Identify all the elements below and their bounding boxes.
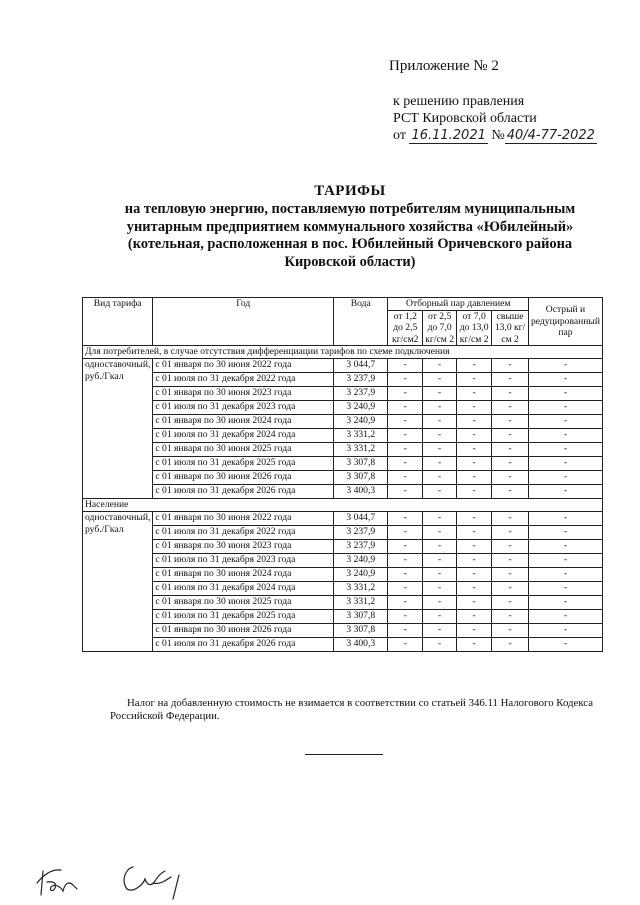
decision-line-1: к решению правления xyxy=(393,94,525,109)
header-pressure-3: от 7,0 до 13,0 кг/см 2 xyxy=(457,310,492,346)
decision-reference xyxy=(393,93,597,144)
steam-value-cell: - xyxy=(528,610,602,624)
table-row xyxy=(83,568,603,582)
steam-value-cell: - xyxy=(457,582,492,596)
period-cell: с 01 января по 30 июня 2025 года xyxy=(153,596,334,610)
vat-note-text: Налог на добавленную стоимость не взимается в соответствии со статьей 346.11 Налогового Кодекса Российской Федерации. xyxy=(110,697,594,722)
steam-value-cell: - xyxy=(528,443,602,457)
steam-value-cell: - xyxy=(492,443,529,457)
steam-value-cell: - xyxy=(423,443,457,457)
header-pressure-1: от 1,2 до 2,5 кг/см2 xyxy=(388,310,423,346)
period-cell: с 01 июля по 31 декабря 2022 года xyxy=(153,373,334,387)
steam-value-cell: - xyxy=(388,457,423,471)
water-value-cell: 3 240,9 xyxy=(334,554,388,568)
title-line-3: (котельная, расположенная в пос. Юбилейный Оричевского района xyxy=(127,236,573,253)
header-water: Вода xyxy=(334,298,388,346)
table-row xyxy=(83,415,603,429)
steam-value-cell: - xyxy=(528,582,602,596)
steam-value-cell: - xyxy=(457,359,492,373)
water-value-cell: 3 331,2 xyxy=(334,582,388,596)
steam-value-cell: - xyxy=(388,429,423,443)
steam-value-cell: - xyxy=(528,471,602,485)
period-cell: с 01 января по 30 июня 2026 года xyxy=(153,471,334,485)
steam-value-cell: - xyxy=(457,485,492,499)
steam-value-cell: - xyxy=(388,540,423,554)
steam-value-cell: - xyxy=(423,554,457,568)
period-cell: с 01 января по 30 июня 2026 года xyxy=(153,624,334,638)
decision-number: 40/4-77-2022 xyxy=(506,128,595,143)
section-header xyxy=(83,346,603,359)
water-value-cell: 3 307,8 xyxy=(334,471,388,485)
steam-value-cell: - xyxy=(528,485,602,499)
steam-value-cell: - xyxy=(457,429,492,443)
steam-value-cell: - xyxy=(528,554,602,568)
period-cell: с 01 января по 30 июня 2024 года xyxy=(153,415,334,429)
steam-value-cell: - xyxy=(492,582,529,596)
water-value-cell: 3 400,3 xyxy=(334,485,388,499)
steam-value-cell: - xyxy=(388,638,423,652)
table-row xyxy=(83,457,603,471)
steam-value-cell: - xyxy=(423,582,457,596)
steam-value-cell: - xyxy=(457,624,492,638)
water-value-cell: 3 331,2 xyxy=(334,596,388,610)
steam-value-cell: - xyxy=(423,457,457,471)
steam-value-cell: - xyxy=(388,568,423,582)
steam-value-cell: - xyxy=(423,526,457,540)
steam-value-cell: - xyxy=(457,471,492,485)
steam-value-cell: - xyxy=(423,624,457,638)
table-row xyxy=(83,373,603,387)
steam-value-cell: - xyxy=(457,401,492,415)
handwritten-signature xyxy=(33,855,203,900)
tariff-type-cell: одноставочный, руб./Гкал xyxy=(83,359,153,499)
decision-date: 16.11.2021 xyxy=(411,128,486,143)
steam-value-cell: - xyxy=(423,638,457,652)
water-value-cell: 3 307,8 xyxy=(334,610,388,624)
tariff-table xyxy=(82,297,603,652)
number-label: № xyxy=(491,128,505,143)
appendix-label: Приложение № 2 xyxy=(389,58,499,74)
header-pressure-4: свыше 13,0 кг/см 2 xyxy=(492,310,529,346)
period-cell: с 01 января по 30 июня 2023 года xyxy=(153,540,334,554)
period-cell: с 01 июля по 31 декабря 2022 года xyxy=(153,526,334,540)
water-value-cell: 3 237,9 xyxy=(334,373,388,387)
water-value-cell: 3 044,7 xyxy=(334,512,388,526)
steam-value-cell: - xyxy=(388,512,423,526)
document-title xyxy=(60,183,640,271)
steam-value-cell: - xyxy=(528,373,602,387)
water-value-cell: 3 331,2 xyxy=(334,443,388,457)
table-row xyxy=(83,526,603,540)
period-cell: с 01 июля по 31 декабря 2023 года xyxy=(153,401,334,415)
steam-value-cell: - xyxy=(457,512,492,526)
period-cell: с 01 июля по 31 декабря 2024 года xyxy=(153,429,334,443)
steam-value-cell: - xyxy=(388,624,423,638)
steam-value-cell: - xyxy=(457,373,492,387)
steam-value-cell: - xyxy=(388,596,423,610)
header-pressure-2: от 2,5 до 7,0 кг/см 2 xyxy=(423,310,457,346)
tariff-type-cell: одноставочный, руб./Гкал xyxy=(83,512,153,652)
steam-value-cell: - xyxy=(492,485,529,499)
period-cell: с 01 июля по 31 декабря 2025 года xyxy=(153,457,334,471)
steam-value-cell: - xyxy=(457,554,492,568)
table-row xyxy=(83,554,603,568)
table-row xyxy=(83,610,603,624)
steam-value-cell: - xyxy=(492,512,529,526)
steam-value-cell: - xyxy=(492,540,529,554)
table-row xyxy=(83,485,603,499)
steam-value-cell: - xyxy=(528,624,602,638)
table-row xyxy=(83,582,603,596)
steam-value-cell: - xyxy=(492,359,529,373)
steam-value-cell: - xyxy=(388,415,423,429)
steam-value-cell: - xyxy=(457,610,492,624)
steam-value-cell: - xyxy=(492,429,529,443)
steam-value-cell: - xyxy=(423,485,457,499)
steam-value-cell: - xyxy=(528,526,602,540)
steam-value-cell: - xyxy=(388,582,423,596)
period-cell: с 01 января по 30 июня 2022 года xyxy=(153,512,334,526)
table-row xyxy=(83,359,603,373)
water-value-cell: 3 237,9 xyxy=(334,526,388,540)
steam-value-cell: - xyxy=(388,443,423,457)
water-value-cell: 3 307,8 xyxy=(334,624,388,638)
steam-value-cell: - xyxy=(457,526,492,540)
table-row xyxy=(83,512,603,526)
steam-value-cell: - xyxy=(492,624,529,638)
water-value-cell: 3 237,9 xyxy=(334,387,388,401)
steam-value-cell: - xyxy=(423,540,457,554)
steam-value-cell: - xyxy=(423,471,457,485)
steam-value-cell: - xyxy=(528,415,602,429)
steam-value-cell: - xyxy=(492,401,529,415)
section-title: Для потребителей, в случае отсутствия дифференциации тарифов по схеме подключения xyxy=(83,346,603,359)
steam-value-cell: - xyxy=(457,568,492,582)
water-value-cell: 3 331,2 xyxy=(334,429,388,443)
period-cell: с 01 июля по 31 декабря 2025 года xyxy=(153,610,334,624)
closing-divider xyxy=(305,754,383,755)
steam-value-cell: - xyxy=(492,638,529,652)
period-cell: с 01 июля по 31 декабря 2026 года xyxy=(153,485,334,499)
steam-value-cell: - xyxy=(388,359,423,373)
table-row xyxy=(83,443,603,457)
steam-value-cell: - xyxy=(492,596,529,610)
decision-line-2: РСТ Кировской области xyxy=(393,111,537,126)
steam-value-cell: - xyxy=(492,554,529,568)
table-row xyxy=(83,638,603,652)
table-row xyxy=(83,471,603,485)
steam-value-cell: - xyxy=(457,387,492,401)
steam-value-cell: - xyxy=(492,373,529,387)
decision-date-line xyxy=(393,127,597,144)
steam-value-cell: - xyxy=(528,401,602,415)
steam-value-cell: - xyxy=(528,568,602,582)
steam-value-cell: - xyxy=(388,373,423,387)
steam-value-cell: - xyxy=(423,401,457,415)
steam-value-cell: - xyxy=(457,596,492,610)
period-cell: с 01 января по 30 июня 2024 года xyxy=(153,568,334,582)
steam-value-cell: - xyxy=(492,568,529,582)
steam-value-cell: - xyxy=(492,610,529,624)
from-label: от xyxy=(393,128,406,143)
steam-value-cell: - xyxy=(492,526,529,540)
steam-value-cell: - xyxy=(423,429,457,443)
steam-value-cell: - xyxy=(457,540,492,554)
section-header xyxy=(83,499,603,512)
steam-value-cell: - xyxy=(388,554,423,568)
water-value-cell: 3 240,9 xyxy=(334,415,388,429)
title-line-1: на тепловую энергию, поставляемую потребителям муниципальным xyxy=(124,201,576,218)
steam-value-cell: - xyxy=(423,512,457,526)
steam-value-cell: - xyxy=(423,415,457,429)
steam-value-cell: - xyxy=(528,387,602,401)
water-value-cell: 3 400,3 xyxy=(334,638,388,652)
period-cell: с 01 июля по 31 декабря 2026 года xyxy=(153,638,334,652)
header-steam-group: Отборный пар давлением xyxy=(388,298,529,311)
period-cell: с 01 июля по 31 декабря 2023 года xyxy=(153,554,334,568)
header-sharp-steam: Острый и редуцированный пар xyxy=(528,298,602,346)
steam-value-cell: - xyxy=(423,373,457,387)
steam-value-cell: - xyxy=(388,610,423,624)
steam-value-cell: - xyxy=(492,457,529,471)
table-row xyxy=(83,596,603,610)
water-value-cell: 3 237,9 xyxy=(334,540,388,554)
steam-value-cell: - xyxy=(492,471,529,485)
steam-value-cell: - xyxy=(457,415,492,429)
header-year: Год xyxy=(153,298,334,346)
table-row xyxy=(83,429,603,443)
steam-value-cell: - xyxy=(528,429,602,443)
steam-value-cell: - xyxy=(388,401,423,415)
steam-value-cell: - xyxy=(388,471,423,485)
water-value-cell: 3 044,7 xyxy=(334,359,388,373)
steam-value-cell: - xyxy=(457,638,492,652)
steam-value-cell: - xyxy=(528,596,602,610)
period-cell: с 01 января по 30 июня 2025 года xyxy=(153,443,334,457)
steam-value-cell: - xyxy=(423,387,457,401)
steam-value-cell: - xyxy=(528,540,602,554)
title-main: ТАРИФЫ xyxy=(314,183,386,199)
table-row xyxy=(83,387,603,401)
steam-value-cell: - xyxy=(388,485,423,499)
period-cell: с 01 января по 30 июня 2022 года xyxy=(153,359,334,373)
header-tariff-type: Вид тарифа xyxy=(83,298,153,346)
title-line-4: Кировской области) xyxy=(284,253,416,270)
water-value-cell: 3 240,9 xyxy=(334,401,388,415)
period-cell: с 01 июля по 31 декабря 2024 года xyxy=(153,582,334,596)
steam-value-cell: - xyxy=(528,457,602,471)
table-row xyxy=(83,624,603,638)
steam-value-cell: - xyxy=(528,638,602,652)
steam-value-cell: - xyxy=(492,415,529,429)
water-value-cell: 3 240,9 xyxy=(334,568,388,582)
period-cell: с 01 января по 30 июня 2023 года xyxy=(153,387,334,401)
steam-value-cell: - xyxy=(388,387,423,401)
tariff-table-body xyxy=(83,346,603,652)
steam-value-cell: - xyxy=(528,512,602,526)
table-row xyxy=(83,401,603,415)
section-title: Население xyxy=(83,499,603,512)
steam-value-cell: - xyxy=(457,457,492,471)
table-row xyxy=(83,540,603,554)
title-line-2: унитарным предприятием коммунального хозяйства «Юбилейный» xyxy=(126,218,574,235)
steam-value-cell: - xyxy=(492,387,529,401)
steam-value-cell: - xyxy=(423,359,457,373)
steam-value-cell: - xyxy=(423,610,457,624)
water-value-cell: 3 307,8 xyxy=(334,457,388,471)
steam-value-cell: - xyxy=(528,359,602,373)
steam-value-cell: - xyxy=(423,596,457,610)
steam-value-cell: - xyxy=(457,443,492,457)
vat-note xyxy=(110,697,610,723)
steam-value-cell: - xyxy=(423,568,457,582)
steam-value-cell: - xyxy=(388,526,423,540)
